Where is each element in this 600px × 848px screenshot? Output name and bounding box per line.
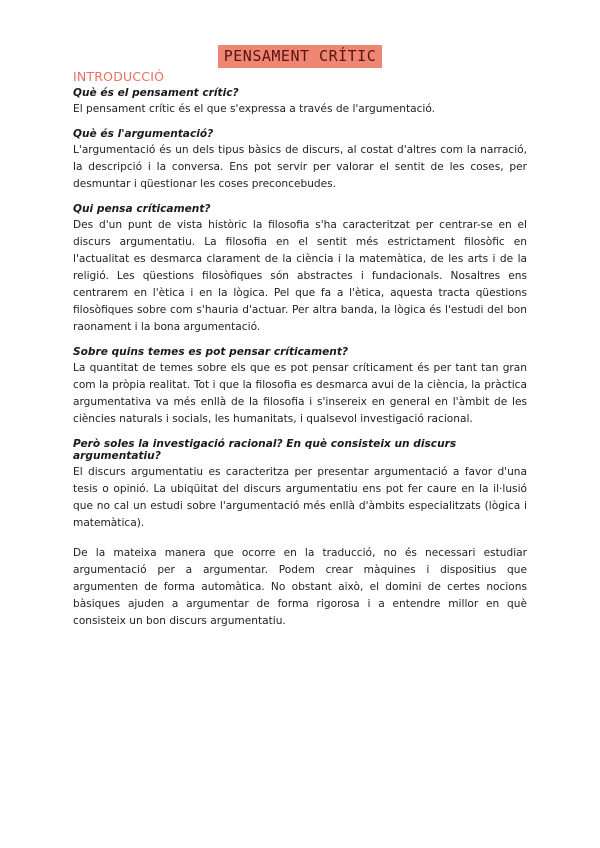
document-body bbox=[73, 69, 527, 640]
question-block bbox=[73, 87, 527, 118]
paragraph: La quantitat de temes sobre els que es pot pensar críticament és per tant tan gran com la pròpia realitat. Tot i que la filosofia es desmarca avui de la ciència, la pràctica argumentativa va més enllà de la filosofia i s'insereix en general en l'àmbit de les ciències naturals i socials, les humanitats, i qualsevol investigació racional. bbox=[73, 362, 527, 425]
question-block bbox=[73, 203, 527, 336]
paragraph: De la mateixa manera que ocorre en la traducció, no és necessari estudiar argumentació per a argumentar. Podem crear màquines i dispositius que argumenten de forma automàtica. No obstant això, el domini de certes nocions bàsiques ajuden a argumentar de forma rigorosa i a entendre millor en què consisteix un bon discurs argumentatiu. bbox=[73, 547, 527, 627]
question-heading: Sobre quins temes es pot pensar críticament? bbox=[73, 346, 349, 358]
question-heading: Què és el pensament crític? bbox=[73, 87, 239, 99]
section-heading: INTRODUCCIÓ bbox=[73, 69, 165, 84]
question-heading: Què és l'argumentació? bbox=[73, 128, 214, 140]
paragraph: L'argumentació és un dels tipus bàsics de discurs, al costat d'altres com la narració, la descripció i la conversa. Ens pot servir per valorar el sentit de les coses, per desmuntar i qüestionar les coses preconcebudes. bbox=[73, 144, 527, 190]
question-block bbox=[73, 346, 527, 428]
title-wrapper bbox=[0, 45, 600, 68]
question-block bbox=[73, 438, 527, 630]
paragraph: El pensament crític és el que s'expressa a través de l'argumentació. bbox=[73, 103, 436, 115]
paragraph: Des d'un punt de vista històric la filosofia s'ha caracteritzat per centrar-se en el discurs argumentatiu. La filosofia en el sentit més estrictament filosòfic en l'actualitat es desmarca clarament de la ciència i la matemàtica, de les arts i de la religió. Les qüestions filosòfiques són abstractes i fundacionals. Nosaltres ens centrarem en l'ètica i en la lògica. Pel que fa a l'ètica, aquesta tracta qüestions filosòfiques sobre com s'hauria d'actuar. Per altra banda, la lògica és l'estudi del bon raonament i la bona argumentació. bbox=[73, 219, 527, 333]
paragraph: El discurs argumentatiu es caracteritza per presentar argumentació a favor d'una tesis o opinió. La ubiqüitat del discurs argumentatiu ens pot fer caure en la il·lusió que no cal un estudi sobre l'argumentació més enllà d'àmbits especialitzats (lògica i matemàtica). bbox=[73, 466, 527, 529]
document-title: PENSAMENT CRÍTIC bbox=[218, 45, 383, 68]
question-heading: Qui pensa críticament? bbox=[73, 203, 211, 215]
question-block bbox=[73, 128, 527, 193]
question-heading: Però soles la investigació racional? En què consisteix un discurs argumentatiu? bbox=[73, 438, 457, 462]
